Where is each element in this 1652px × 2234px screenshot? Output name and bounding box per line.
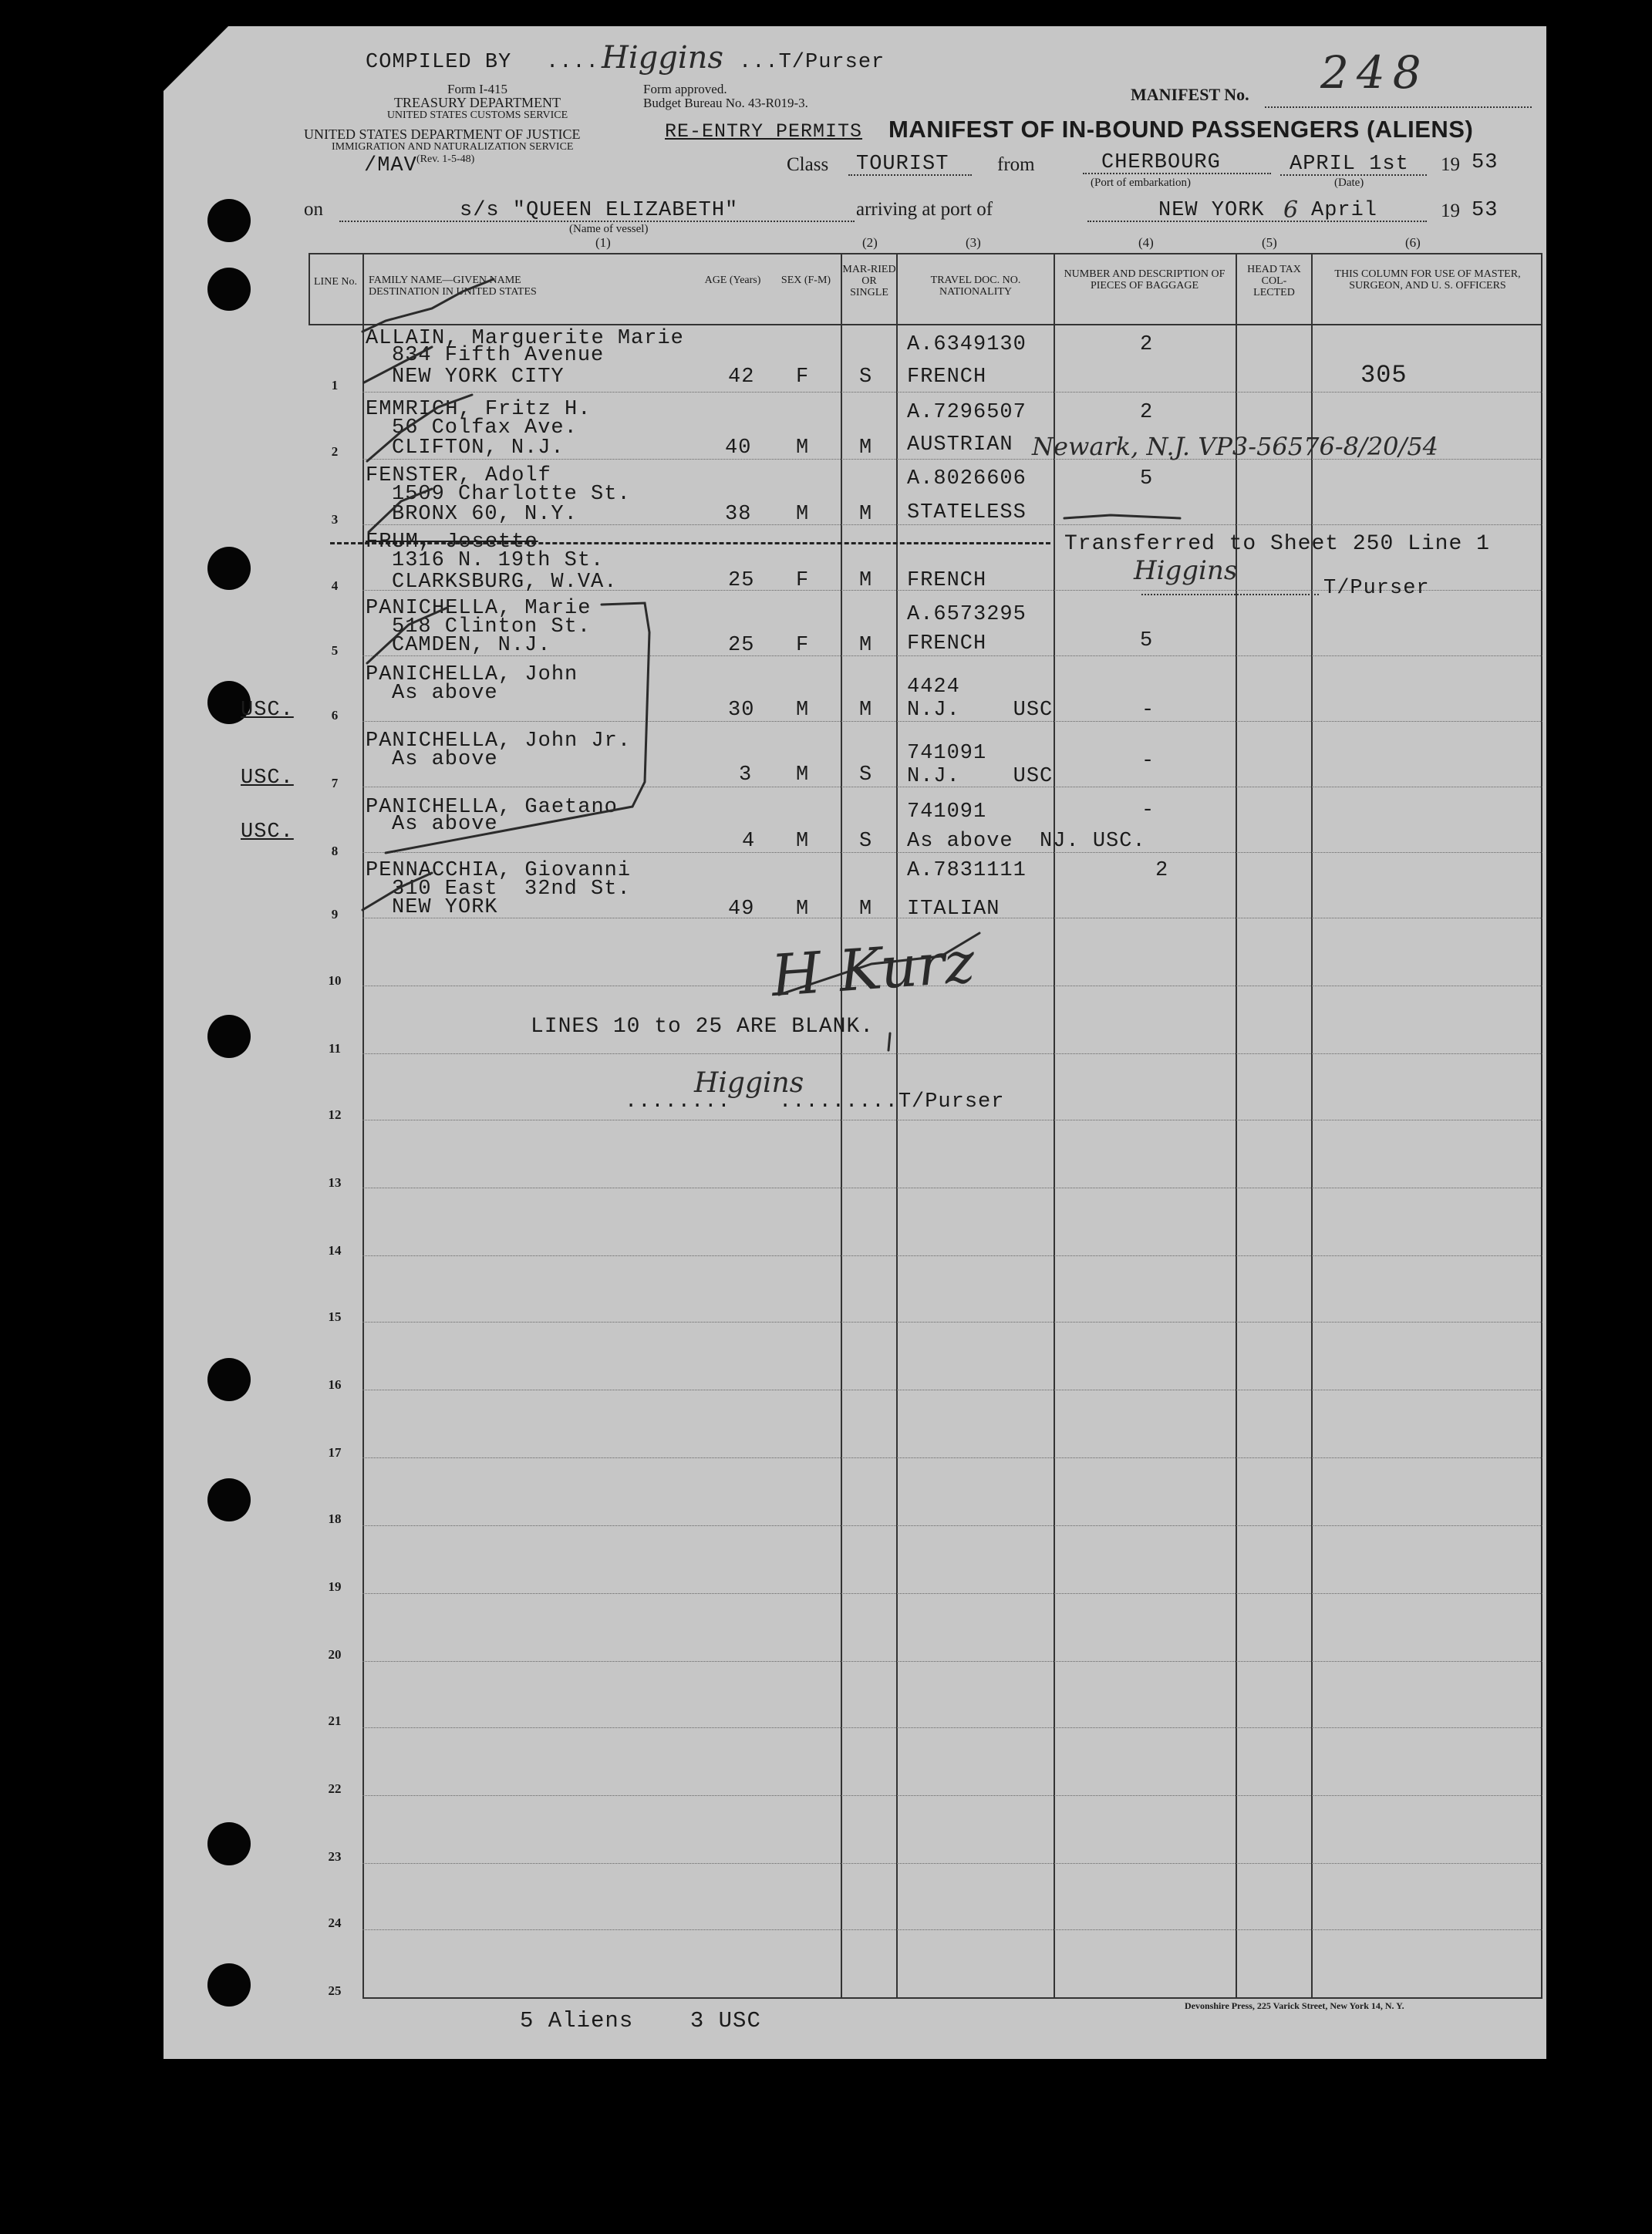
passenger-address: 56 Colfax Ave. [392,416,578,440]
line-number: 5 [331,643,339,658]
passenger-sex: M [796,830,810,853]
line-number: 8 [331,844,339,858]
passenger-city: CLARKSBURG, W.VA. [392,571,618,594]
form-number: Form I-415 [447,82,507,96]
bracket-mark [386,603,649,853]
passenger-age: 25 [728,569,755,592]
usc-marker: USC. [241,820,294,844]
line-number: 2 [331,444,339,459]
compiled-by-dots-right: ...T/Purser [739,51,885,74]
mav-code: /MAV [364,154,417,177]
manifest-number-handwritten: 248 [1320,46,1429,99]
vessel-sub: (Name of vessel) [569,223,649,235]
passenger-city: NEW YORK CITY [392,366,565,389]
ins-service: IMMIGRATION AND NATURALIZATION SERVICE [332,141,574,153]
passenger-doc: 741091 [907,800,987,824]
usc-marker: USC. [241,767,294,790]
check-mark [362,873,432,910]
line-number: 13 [328,1175,342,1190]
passenger-address: As above [392,748,498,771]
col-header-name: FAMILY NAME—GIVEN NAME DESTINATION IN UNITED STATES [369,275,537,298]
line-number: 21 [328,1713,342,1728]
passenger-sex: M [796,763,810,787]
passenger-name: PANICHELLA, Marie [366,597,592,620]
col-header-officers: THIS COLUMN FOR USE OF MASTER, SURGEON, AND U. S. OFFICERS [1334,268,1521,291]
line-number: 9 [331,907,339,922]
manifest-no-label: MANIFEST No. [1131,85,1249,104]
reentry-permits: RE-ENTRY PERMITS [665,120,863,143]
blank-lines-note: LINES 10 to 25 ARE BLANK. [531,1015,875,1039]
passenger-baggage: 2 [1140,333,1154,356]
blank-lines-signature: Higgins [694,1067,804,1099]
passenger-age: 4 [742,830,756,853]
line-number: 18 [328,1511,342,1526]
line-number: 22 [328,1781,342,1796]
manifest-title: MANIFEST OF IN-BOUND PASSENGERS (ALIENS) [888,116,1474,143]
port-value: NEW YORK [1158,199,1265,222]
passenger-nationality: ITALIAN [907,898,1000,921]
passenger-sex: M [796,436,810,460]
passenger-name: PANICHELLA, Gaetano [366,796,618,819]
col-number: (2) [862,235,878,250]
passenger-marital: S [859,763,873,787]
passenger-age: 3 [739,763,753,787]
arriving-label: arriving at port of [856,199,993,220]
passenger-doc: A.6349130 [907,333,1027,356]
passenger-address: 834 Fifth Avenue [392,344,605,367]
passenger-doc: 741091 [907,742,987,765]
passenger-baggage: - [1141,750,1155,773]
on-label: on [304,199,323,220]
officer-note: 305 [1360,361,1408,389]
passenger-name: FENSTER, Adolf [366,464,551,487]
passenger-address: 310 East 32nd St. [392,878,631,901]
emmrich-handwritten-note: Newark, N.J. VP3-56576-8/20/54 [1032,432,1439,461]
col-number: (5) [1262,235,1277,250]
col-header-line: LINE No. [314,276,357,288]
justice-department: UNITED STATES DEPARTMENT OF JUSTICE [304,126,581,142]
line-number: 11 [328,1041,342,1056]
line-number: 10 [328,973,342,988]
passenger-address: 1509 Charlotte St. [392,483,631,506]
from-label: from [997,154,1035,175]
col-header-sex: SEX (F-M) [780,275,831,286]
passenger-name: PANICHELLA, John [366,663,578,686]
passenger-baggage: 2 [1140,401,1154,424]
passenger-marital: M [859,569,873,592]
passenger-marital: M [859,634,873,657]
passenger-doc: A.6573295 [907,603,1027,626]
signature-flourish [779,933,979,995]
pencil-mark [1064,515,1180,518]
passenger-nationality: STATELESS [907,501,1027,524]
treasury-department: TREASURY DEPARTMENT [393,95,561,110]
arrival-month: April [1311,199,1378,222]
passenger-sex: M [796,898,810,921]
col-header-age: AGE (Years) [704,275,761,286]
usc-marker: USC. [241,699,294,722]
passenger-baggage: 2 [1155,859,1169,882]
col-header-baggage: NUMBER AND DESCRIPTION OF PIECES OF BAGGAGE [1064,268,1226,291]
passenger-city: BRONX 60, N.Y. [392,503,578,526]
col-number: (3) [966,235,981,250]
passenger-city: NEW YORK [392,896,498,919]
passenger-marital: S [859,830,873,853]
form-approved: Form approved. [643,82,727,96]
passenger-nationality: As above NJ. USC. [907,830,1146,853]
passenger-age: 42 [728,366,755,389]
arrival-year-prefix: 19 [1441,200,1460,221]
line-number: 4 [331,578,339,593]
transfer-purser: T/Purser [1323,577,1430,600]
passenger-marital: M [859,436,873,460]
passenger-address: 1316 N. 19th St. [392,549,605,572]
inspector-signature: H Kurz [769,928,977,1010]
check-mark [367,608,447,663]
transfer-note: Transferred to Sheet 250 Line 1 [1064,532,1490,556]
passenger-nationality: N.J. USC [907,765,1054,788]
year-prefix: 19 [1441,154,1460,175]
passenger-age: 38 [725,503,752,526]
passenger-doc: A.8026606 [907,467,1027,490]
col-number: (1) [595,235,611,250]
passenger-name: PANICHELLA, John Jr. [366,730,632,753]
blank-purser-dots: ........ [625,1090,731,1114]
compiled-by-label: COMPILED BY [366,51,512,74]
passenger-sex: M [796,699,810,722]
transfer-signature: Higgins [1134,555,1238,586]
passenger-baggage: - [1141,699,1155,722]
arrival-day: 6 [1283,197,1299,224]
pencil-mark [888,1033,890,1050]
printer-imprint: Devonshire Press, 225 Varick Street, New York 14, N. Y. [1185,2000,1404,2011]
passenger-name: FRUM, Josette [366,531,538,554]
col-header-travel: TRAVEL DOC. NO. NATIONALITY [930,275,1021,298]
date-value: APRIL 1st [1290,153,1409,176]
year-value: 53 [1472,151,1499,174]
arrival-year: 53 [1472,199,1499,222]
line-number: 14 [328,1243,342,1258]
passenger-marital: M [859,699,873,722]
customs-service: UNITED STATES CUSTOMS SERVICE [386,110,568,121]
check-mark [362,279,494,332]
passenger-age: 25 [728,634,755,657]
passenger-nationality: FRENCH [907,366,987,389]
passenger-nationality: FRENCH [907,569,987,592]
col-number: (6) [1405,235,1421,250]
line-number: 7 [331,776,339,790]
class-value: TOURIST [856,153,949,176]
col-header-married: MAR-RIED OR SINGLE [842,264,896,298]
passenger-sex: M [796,503,810,526]
passenger-sex: F [796,634,810,657]
passenger-doc: 4424 [907,676,960,699]
line-number: 25 [328,1983,342,1998]
line-number: 16 [328,1377,342,1392]
passenger-address: As above [392,682,498,705]
line-number: 24 [328,1916,342,1930]
passenger-baggage: 5 [1140,629,1154,652]
passenger-nationality: FRENCH [907,632,987,655]
line-number: 17 [328,1445,342,1460]
blank-purser-suffix: .........T/Purser [779,1090,1005,1114]
passenger-nationality: AUSTRIAN [907,433,1013,457]
passenger-name: PENNACCHIA, Giovanni [366,859,632,882]
form-revision: (Rev. 1-5-48) [416,153,475,165]
passenger-sex: F [796,366,810,389]
class-label: Class [787,154,829,175]
from-sub: (Port of embarkation) [1091,177,1191,189]
passenger-name: ALLAIN, Marguerite Marie [366,327,684,350]
line-number: 1 [331,378,339,393]
passenger-nationality: N.J. USC [907,699,1054,722]
check-mark [367,395,472,461]
passenger-baggage: 5 [1140,467,1154,490]
passenger-age: 30 [728,699,755,722]
line-number: 23 [328,1849,342,1864]
col-header-head-tax: HEAD TAX COL-LECTED [1247,264,1301,298]
compiled-by-dots-left: .... [546,51,599,74]
passenger-address: 518 Clinton St. [392,615,592,639]
passenger-doc: A.7831111 [907,859,1027,882]
vessel-value: s/s "QUEEN ELIZABETH" [460,199,739,222]
line-number: 20 [328,1647,342,1662]
from-value: CHERBOURG [1101,151,1221,174]
passenger-age: 40 [725,436,752,460]
passenger-marital: M [859,898,873,921]
check-mark [369,489,432,532]
footer-totals: 5 Aliens 3 USC [520,2008,761,2034]
passenger-city: CAMDEN, N.J. [392,634,551,657]
line-number: 15 [328,1309,342,1324]
passenger-address: As above [392,813,498,836]
check-mark [364,347,432,382]
passenger-marital: M [859,503,873,526]
passenger-marital: S [859,366,873,389]
passenger-city: CLIFTON, N.J. [392,436,565,460]
passenger-sex: F [796,569,810,592]
col-number: (4) [1138,235,1154,250]
date-sub: (Date) [1334,177,1364,189]
line-number: 19 [328,1579,342,1594]
passenger-doc: A.7296507 [907,401,1027,424]
compiled-by-signature: Higgins [602,40,723,76]
line-number: 6 [331,708,339,723]
passenger-name: EMMRICH, Fritz H. [366,398,592,421]
line-number: 3 [331,512,339,527]
passenger-age: 49 [728,898,755,921]
line-number: 12 [328,1107,342,1122]
budget-bureau: Budget Bureau No. 43-R019-3. [643,96,808,110]
passenger-baggage: - [1141,799,1155,822]
